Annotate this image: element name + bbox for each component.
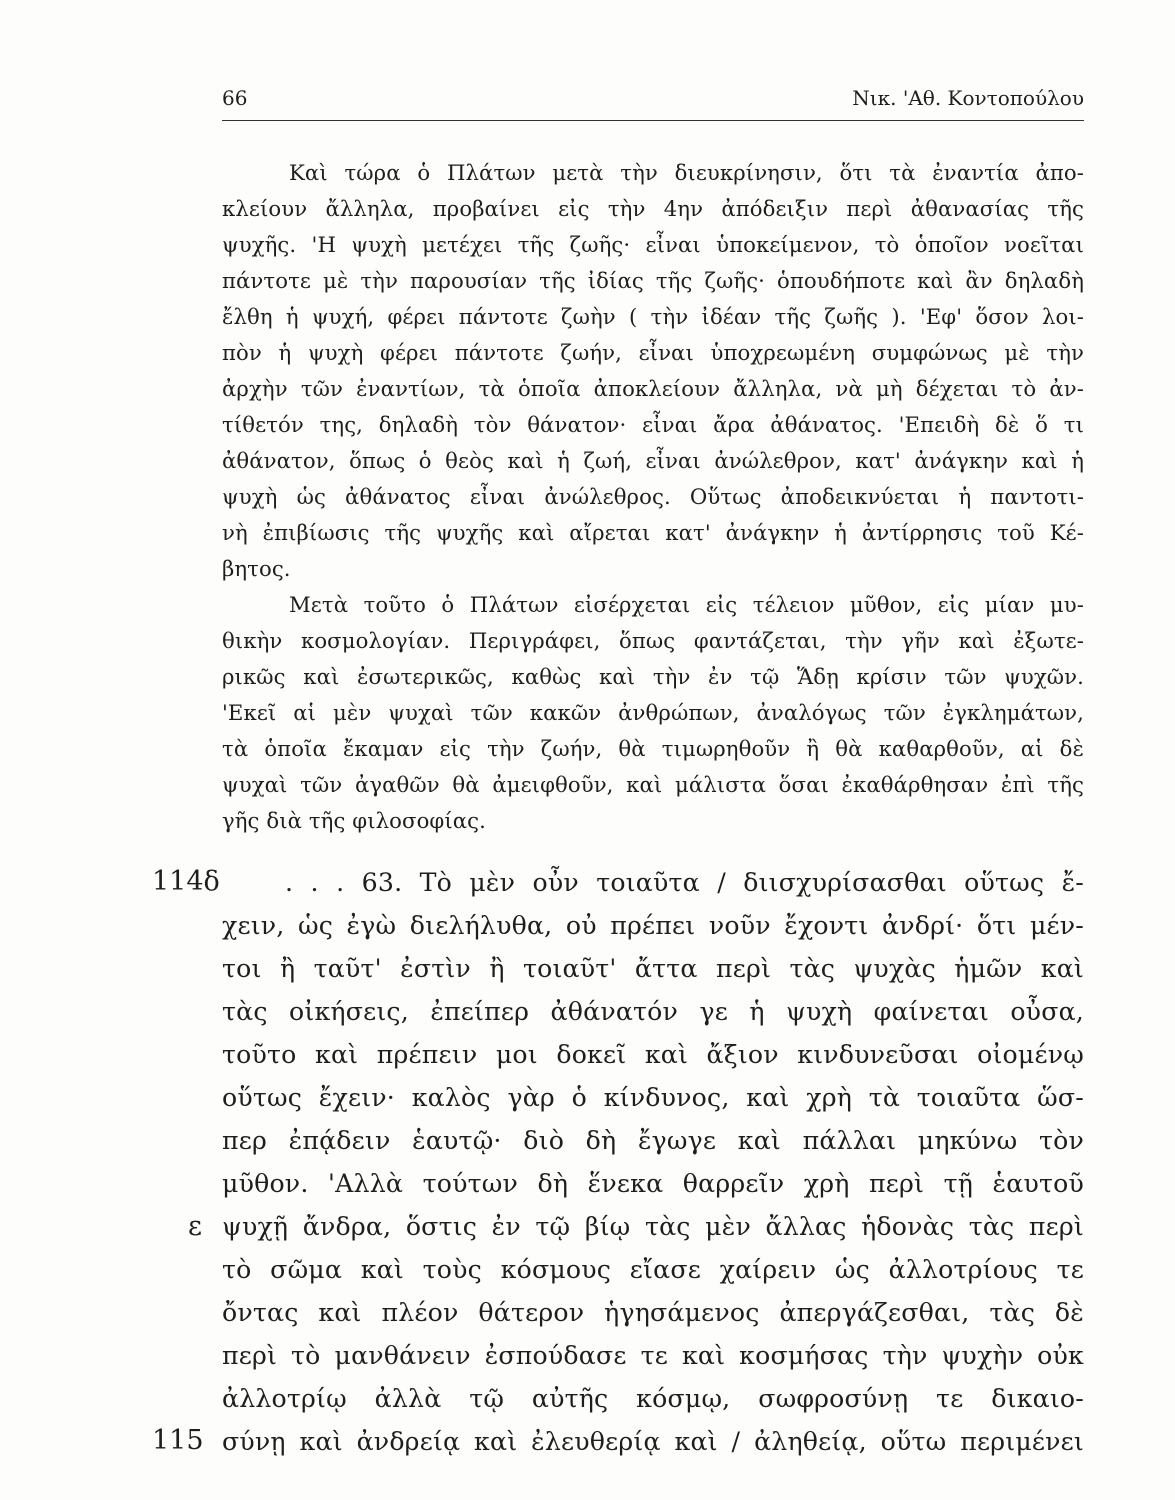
text-line: Μετὰ τοῦτο ὁ Πλάτων εἰσέρχεται εἰς τέλειον μῦθον, εἰς μίαν μυ-	[289, 592, 1084, 617]
running-head: Νικ. 'Αθ. Κοντοπούλου	[852, 86, 1084, 110]
text-line: τίθετόν της, δηλαδὴ τὸν θάνατον· εἶναι ἄρα ἀθάνατος. 'Επειδὴ δὲ ὅ τι	[222, 412, 1084, 437]
text-line: ρικῶς καὶ ἐσωτερικῶς, καθὼς καὶ τὴν ἐν τῷ Ἅδῃ κρίσιν τῶν ψυχῶν.	[222, 664, 1084, 689]
margin-reference: ε	[188, 1211, 202, 1242]
quote-line: τοῦτο καὶ πρέπειν μοι δοκεῖ καὶ ἄξιον κινδυνεῦσαι οἰομένῳ	[222, 1040, 1084, 1069]
text-line: τὰ ὁποῖα ἔκαμαν εἰς τὴν ζωήν, θὰ τιμωρηθοῦν ἢ θὰ καθαρθοῦν, αἱ δὲ	[222, 736, 1084, 761]
text-line: ψυχῆς. 'Η ψυχὴ μετέχει τῆς ζωῆς· εἶναι ὑποκείμενον, τὸ ὁποῖον νοεῖται	[222, 232, 1084, 257]
header-rule	[222, 120, 1084, 121]
text-line: Καὶ τώρα ὁ Πλάτων μετὰ τὴν διευκρίνησιν, ὅτι τὰ ἐναντία ἀπο-	[289, 160, 1084, 185]
quote-line: . . . 63. Τὸ μὲν οὖν τοιαῦτα / διισχυρίσασθαι οὕτως ἔ-	[285, 868, 1084, 897]
quote-line: μῦθον. 'Αλλὰ τούτων δὴ ἕνεκα θαρρεῖν χρὴ περὶ τῇ ἑαυτοῦ	[222, 1169, 1084, 1198]
text-line: νὴ ἐπιβίωσις τῆς ψυχῆς καὶ αἴρεται κατ' ἀνάγκην ἡ ἀντίρρησις τοῦ Κέ-	[222, 520, 1084, 545]
quote-line: τοι ἢ ταῦτ' ἐστὶν ἢ τοιαῦτ' ἄττα περὶ τὰς ψυχὰς ἡμῶν καὶ	[222, 954, 1084, 983]
quote-line: ἀλλοτρίῳ ἀλλὰ τῷ αὐτῆς κόσμῳ, σωφροσύνῃ τε δικαιο-	[222, 1384, 1084, 1413]
quote-line: χειν, ὡς ἐγὼ διελήλυθα, οὐ πρέπει νοῦν ἔχοντι ἀνδρί· ὅτι μέν-	[222, 911, 1084, 940]
quote-line: ψυχῇ ἄνδρα, ὅστις ἐν τῷ βίῳ τὰς μὲν ἄλλας ἡδονὰς τὰς περὶ	[222, 1212, 1084, 1241]
quote-line: τὰς οἰκήσεις, ἐπείπερ ἀθάνατόν γε ἡ ψυχὴ φαίνεται οὖσα,	[222, 997, 1084, 1026]
quote-line: οὕτως ἔχειν· καλὸς γὰρ ὁ κίνδυνος, καὶ χρὴ τὰ τοιαῦτα ὥσ-	[222, 1083, 1084, 1112]
text-line: ψυχαὶ τῶν ἀγαθῶν θὰ ἀμειφθοῦν, καὶ μάλιστα ὅσαι ἐκαθάρθησαν ἐπὶ τῆς	[222, 772, 1084, 797]
quote-line: περ ἐπᾴδειν ἑαυτῷ· διὸ δὴ ἔγωγε καὶ πάλλαι μηκύνω τὸν	[222, 1126, 1084, 1155]
text-line: βητος.	[222, 556, 291, 581]
text-line: ἀθάνατον, ὅπως ὁ θεὸς καὶ ἡ ζωή, εἶναι ἀνώλεθρον, κατ' ἀνάγκην καὶ ἡ	[222, 448, 1084, 473]
text-line: 'Εκεῖ αἱ μὲν ψυχαὶ τῶν κακῶν ἀνθρώπων, ἀναλόγως τῶν ἐγκλημάτων,	[222, 700, 1084, 725]
quote-line: τὸ σῶμα καὶ τοὺς κόσμους εἴασε χαίρειν ὡς ἀλλοτρίους τε	[222, 1255, 1084, 1284]
text-line: πάντοτε μὲ τὴν παρουσίαν τῆς ἰδίας τῆς ζωῆς· ὁπουδήποτε καὶ ἂν δηλαδὴ	[222, 268, 1084, 293]
margin-reference: 114δ	[152, 866, 220, 897]
quote-line: περὶ τὸ μανθάνειν ἐσπούδασε τε καὶ κοσμήσας τὴν ψυχὴν οὐκ	[222, 1341, 1084, 1370]
quote-line: σύνῃ καὶ ἀνδρείᾳ καὶ ἐλευθερίᾳ καὶ / ἀληθείᾳ, οὕτω περιμένει	[222, 1427, 1084, 1456]
text-line: ἀρχὴν τῶν ἐναντίων, τὰ ὁποῖα ἀποκλείουν ἄλληλα, νὰ μὴ δέχεται τὸ ἀν-	[222, 376, 1084, 401]
text-line: ἔλθη ἡ ψυχή, φέρει πάντοτε ζωὴν ( τὴν ἰδέαν τῆς ζωῆς ). 'Εφ' ὅσον λοι-	[222, 304, 1084, 329]
page-header	[222, 80, 1084, 120]
text-line: ψυχὴ ὡς ἀθάνατος εἶναι ἀνώλεθρος. Οὕτως ἀποδεικνύεται ἡ παντοτι-	[222, 484, 1084, 509]
text-line: θικὴν κοσμολογίαν. Περιγράφει, ὅπως φαντάζεται, τὴν γῆν καὶ ἐξωτε-	[222, 628, 1084, 653]
text-line: κλείουν ἄλληλα, προβαίνει εἰς τὴν 4ην ἀπόδειξιν περὶ ἀθανασίας τῆς	[222, 196, 1084, 221]
quote-line: ὄντας καὶ πλέον θάτερον ἡγησάμενος ἀπεργάζεσθαι, τὰς δὲ	[222, 1298, 1084, 1327]
text-line: πὸν ἡ ψυχὴ φέρει πάντοτε ζωήν, εἶναι ὑποχρεωμένη συμφώνως μὲ τὴν	[222, 340, 1084, 365]
text-line: γῆς διὰ τῆς φιλοσοφίας.	[222, 808, 486, 833]
margin-reference: 115	[152, 1425, 204, 1456]
page-number: 66	[222, 86, 248, 110]
